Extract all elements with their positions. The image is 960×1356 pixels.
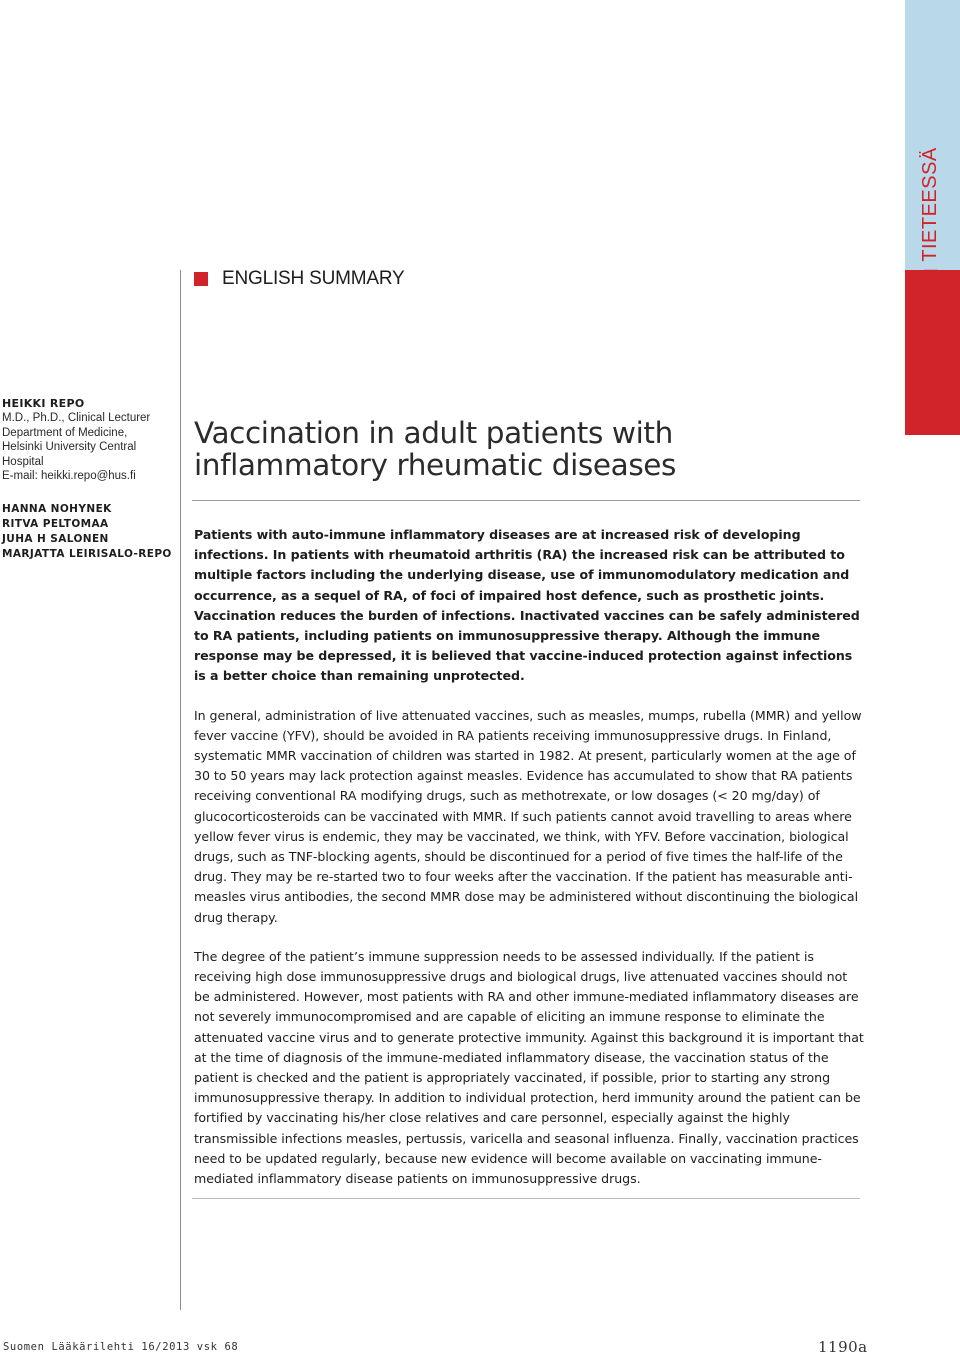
author-email: E-mail: heikki.repo@hus.fi bbox=[2, 470, 136, 482]
article-title: Vaccination in adult patients with inflammatory rheumatic diseases bbox=[194, 416, 677, 482]
affiliation-line: Helsinki University Central bbox=[2, 441, 137, 453]
vertical-divider bbox=[180, 270, 181, 1310]
body-paragraph: Patients with auto-immune inflammatory diseases are at increased risk of developing infections. In patients with rheumatoid arthritis (RA) the increased risk can be attributed to multiple factors including the underlying disease, use of immunomodulatory medication and occurrence, as a sequel of RA, of foci of impaired host defence, such as prosthetic joints. Vaccination reduces the burden of infections. Inactivated vaccines can be safely administered to RA patients, including patients on immunosuppressive therapy. Although the immune response may be depressed, it is believed that vaccine-induced protection against infections is a better choice than remaining unprotected. bbox=[194, 527, 860, 684]
page-number: 1190a bbox=[818, 1338, 868, 1356]
side-tab-bottom bbox=[905, 270, 960, 435]
affiliation-line: Department of Medicine, bbox=[2, 426, 128, 439]
coauthor: JUHA H SALONEN bbox=[2, 532, 109, 545]
section-label-text: ENGLISH SUMMARY bbox=[222, 268, 405, 289]
coauthor-list bbox=[2, 502, 178, 562]
red-square-icon bbox=[194, 272, 208, 286]
section-label bbox=[194, 268, 404, 290]
title-divider bbox=[192, 500, 860, 501]
footer-journal: Suomen Lääkärilehti 16/2013 vsk 68 bbox=[3, 1341, 239, 1353]
body-paragraph: The degree of the patient’s immune suppression needs to be assessed individually. If the patient is receiving high dose immunosuppressive drugs and biological drugs, live attenuated vaccines should not be administered. However, most patients with RA and other immune-mediated inflammatory diseases are not severely immunocompromised and are capable of eliciting an immune response to eliminate the attenuated vaccine virus and to generate protective immunity. Against this background it is important that at the time of diagnosis of the immune-mediated inflammatory disease, the vaccination status of the patient is checked and the patient is appropriately vaccinated, if possible, prior to starting any strong immunosuppressive therapy. In addition to individual protection, herd immunity around the patient can be fortified by vaccinating his/her close relatives and care personnel, especially against the highly transmissible infections measles, pertussis, varicella and seasonal influenza. Finally, vaccination practices need to be updated regularly, because new evidence will become available on vaccinating immune-mediated inflammatory disease patients on immunosuppressive drugs. bbox=[194, 948, 864, 1187]
primary-author: HEIKKI REPO bbox=[2, 397, 85, 410]
affiliation-line: Hospital bbox=[2, 455, 44, 468]
side-tab-text: TIETEESSÄ bbox=[918, 146, 941, 262]
article-body bbox=[194, 525, 866, 1189]
coauthor: MARJATTA LEIRISALO-REPO bbox=[2, 547, 172, 560]
side-tab-label bbox=[910, 146, 950, 280]
coauthor: HANNA NOHYNEK bbox=[2, 502, 112, 515]
end-divider bbox=[192, 1198, 860, 1199]
author-block bbox=[2, 397, 178, 562]
coauthor: RITVA PELTOMAA bbox=[2, 517, 109, 530]
affiliation-line: M.D., Ph.D., Clinical Lecturer bbox=[2, 412, 151, 424]
body-paragraph: In general, administration of live attenuated vaccines, such as measles, mumps, rubella (MMR) and yellow fever vaccine (YFV), should be avoided in RA patients receiving immunosuppressive drugs. In Finland, systematic MMR vaccination of children was started in 1982. At present, particularly women at the age of 30 to 50 years may lack protection against measles. Evidence has accumulated to show that RA patients receiving conventional RA modifying drugs, such as methotrexate, or low dosages (< 20 mg/day) of glucocorticosteroids can be vaccinated with MMR. If such patients cannot avoid travelling to areas where yellow fever virus is endemic, they may be vaccinated, we think, with YFV. Before vaccination, biological drugs, such as TNF-blocking agents, should be discontinued for a period of five times the half-life of the drug. They may be re-started two to four weeks after the vaccination. If the patient has measurable anti-measles virus antibodies, the second MMR dose may be administered without discontinuing the biological drug therapy. bbox=[194, 707, 862, 925]
red-square-icon bbox=[923, 269, 937, 283]
